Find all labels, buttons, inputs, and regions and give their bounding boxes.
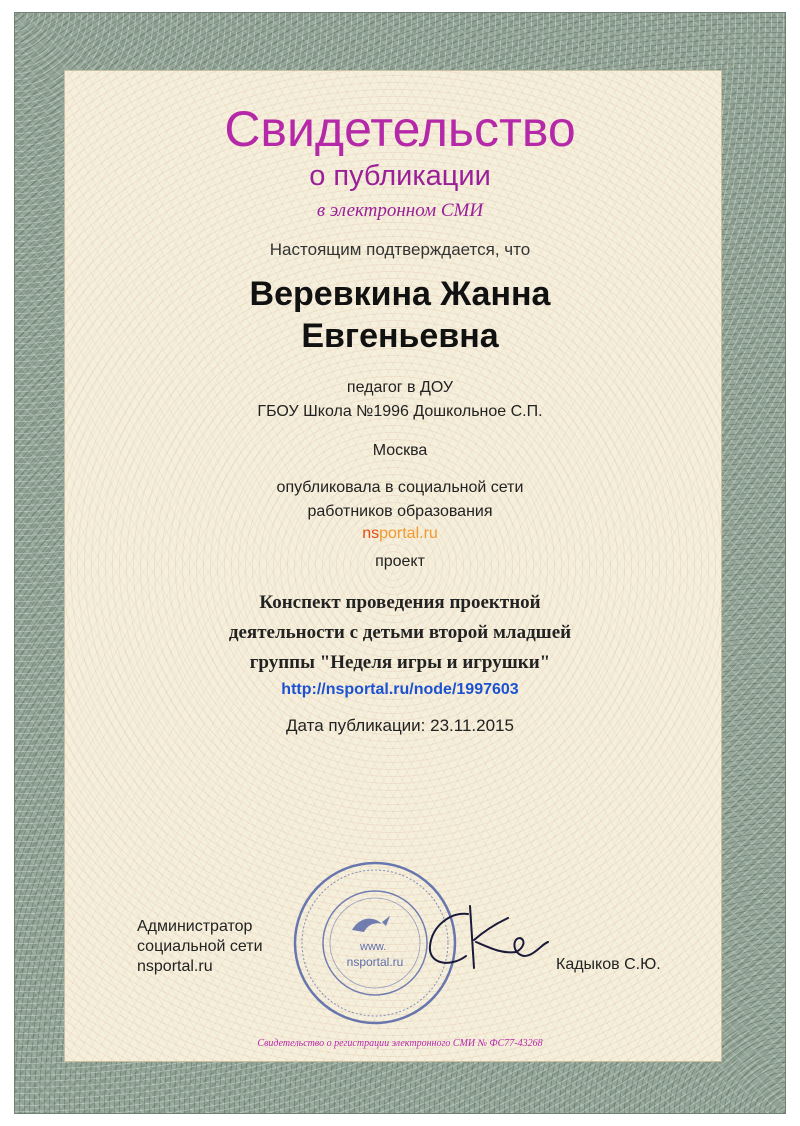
person-name xyxy=(0,273,800,357)
city-text: Москва xyxy=(372,442,428,459)
stamp-www: www. xyxy=(360,941,387,953)
work-title-line3: группы "Неделя игры и игрушки" xyxy=(249,652,551,673)
person-name-line1: Веревкина Жанна xyxy=(249,275,551,313)
position-text: педагог в ДОУ xyxy=(346,379,454,396)
position-block xyxy=(0,376,800,424)
admin-block xyxy=(137,917,263,977)
certificate-subtitle: о публикации xyxy=(309,160,491,192)
certificate-title: Свидетельство xyxy=(224,101,576,157)
registration-footer: Свидетельство о регистрации электронного СМИ № ФС77-43268 xyxy=(257,1038,543,1049)
site-name xyxy=(0,525,800,543)
confirm-text: Настоящим подтверждается, что xyxy=(269,240,531,259)
handwritten-signature xyxy=(420,896,560,976)
published-block xyxy=(0,476,800,524)
admin-line3: nsportal.ru xyxy=(137,958,213,975)
signer-name: Кадыков С.Ю. xyxy=(556,956,661,973)
certificate-subtitle-media: в электронном СМИ xyxy=(316,200,484,221)
published-line2: работников образования xyxy=(307,503,493,520)
publication-type: проект xyxy=(375,553,425,570)
work-title-line2: деятельности с детьми второй младшей xyxy=(228,622,572,643)
person-name-line2: Евгеньевна xyxy=(301,317,499,355)
organization-text: ГБОУ Школа №1996 Дошкольное С.П. xyxy=(257,403,543,420)
publication-date: Дата публикации: 23.11.2015 xyxy=(286,716,514,735)
publication-link[interactable]: http://nsportal.ru/node/1997603 xyxy=(281,681,519,698)
work-title xyxy=(0,588,800,678)
work-title-line1: Конспект проведения проектной xyxy=(259,592,541,613)
admin-line1: Администратор xyxy=(137,918,253,935)
site-name-portal: portal.ru xyxy=(379,525,438,542)
stamp-domain: nsportal.ru xyxy=(346,955,404,969)
site-name-ns: ns xyxy=(362,525,380,542)
admin-line2: социальной сети xyxy=(137,938,263,955)
published-line1: опубликовала в социальной сети xyxy=(276,479,524,496)
